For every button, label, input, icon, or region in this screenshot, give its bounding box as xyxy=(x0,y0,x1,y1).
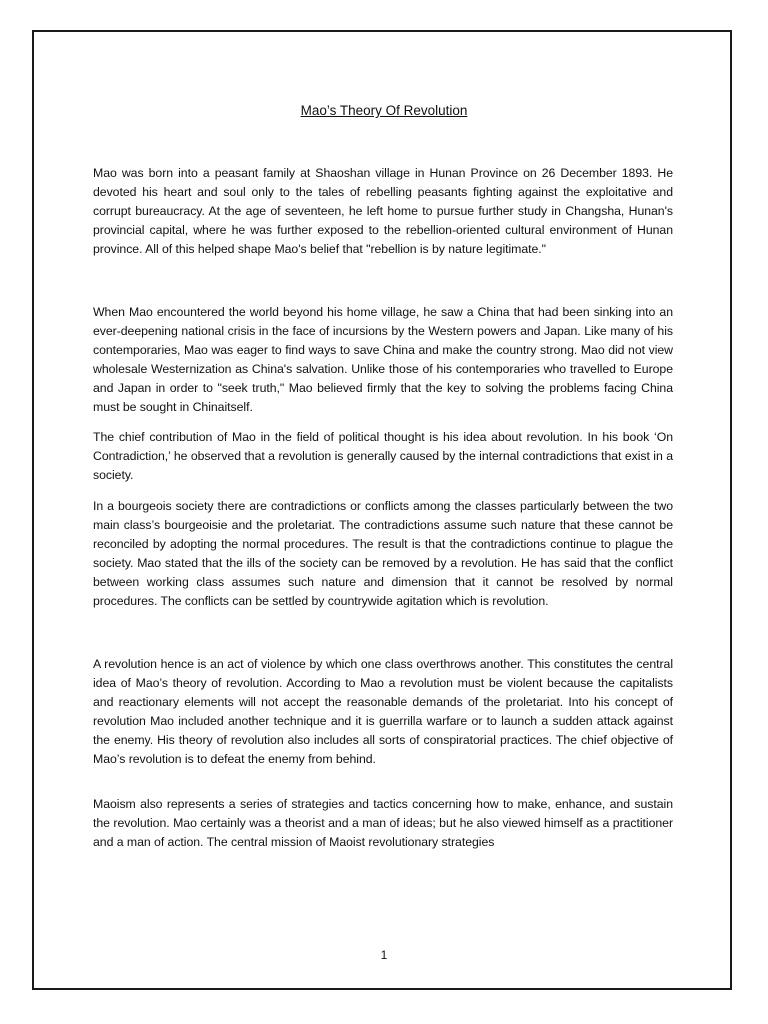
paragraph-1: Mao was born into a peasant family at Shaoshan village in Hunan Province on 26 December 1893. He devoted his heart and soul only to the tales of rebelling peasants fighting against the exploitative and corrupt bureaucracy. At the age of seventeen, he left home to pursue further study in Changsha, Hunan's provincial capital, where he was further exposed to the rebellion-oriented cultural environment of Hunan province. All of this helped shape Mao's belief that "rebellion is by nature legitimate." xyxy=(93,166,673,256)
paragraph-5: A revolution hence is an act of violence by which one class overthrows another. This constitutes the central idea of Mao’s theory of revolution. According to Mao a revolution must be violent because the capitalists and reactionary elements will not accept the reasonable demands of the proletariat. Into his concept of revolution Mao included another technique and it is guerrilla warfare or to launch a sudden attack against the enemy. His theory of revolution also includes all sorts of conspiratorial practices. The chief objective of Mao’s revolution is to defeat the enemy from behind. xyxy=(93,657,673,766)
paragraph-4: In a bourgeois society there are contradictions or conflicts among the classes particularly between the two main class’s bourgeoisie and the proletariat. The contradictions assume such nature that these cannot be reconciled by adopting the normal procedures. The result is that the contradictions continue to plague the society. Mao stated that the ills of the society can be removed by a revolution. He has said that the conflict between working class assumes such nature and dimension that it cannot be resolved by normal procedures. The conflicts can be settled by countrywide agitation which is revolution. xyxy=(93,499,673,608)
paragraph-2: When Mao encountered the world beyond his home village, he saw a China that had been sinking into an ever-deepening national crisis in the face of incursions by the Western powers and Japan. Like many of his contemporaries, Mao was eager to find ways to save China and make the country strong. Mao did not view wholesale Westernization as China's salvation. Unlike those of his contemporaries who travelled to Europe and Japan in order to "seek truth," Mao believed firmly that the key to solving the problems facing China must be sought in Chinaitself. xyxy=(93,305,673,414)
document-title: Mao’s Theory Of Revolution xyxy=(300,103,468,118)
page-number: 1 xyxy=(380,948,388,962)
paragraph-6: Maoism also represents a series of strategies and tactics concerning how to make, enhance, and sustain the revolution. Mao certainly was a theorist and a man of ideas; but he also viewed himself as a practitioner and a man of action. The central mission of Maoist revolutionary strategies xyxy=(93,797,673,849)
paragraph-3: The chief contribution of Mao in the field of political thought is his idea about revolution. In his book ‘On Contradiction,’ he observed that a revolution is generally caused by the internal contradictions that exist in a society. xyxy=(93,430,673,482)
